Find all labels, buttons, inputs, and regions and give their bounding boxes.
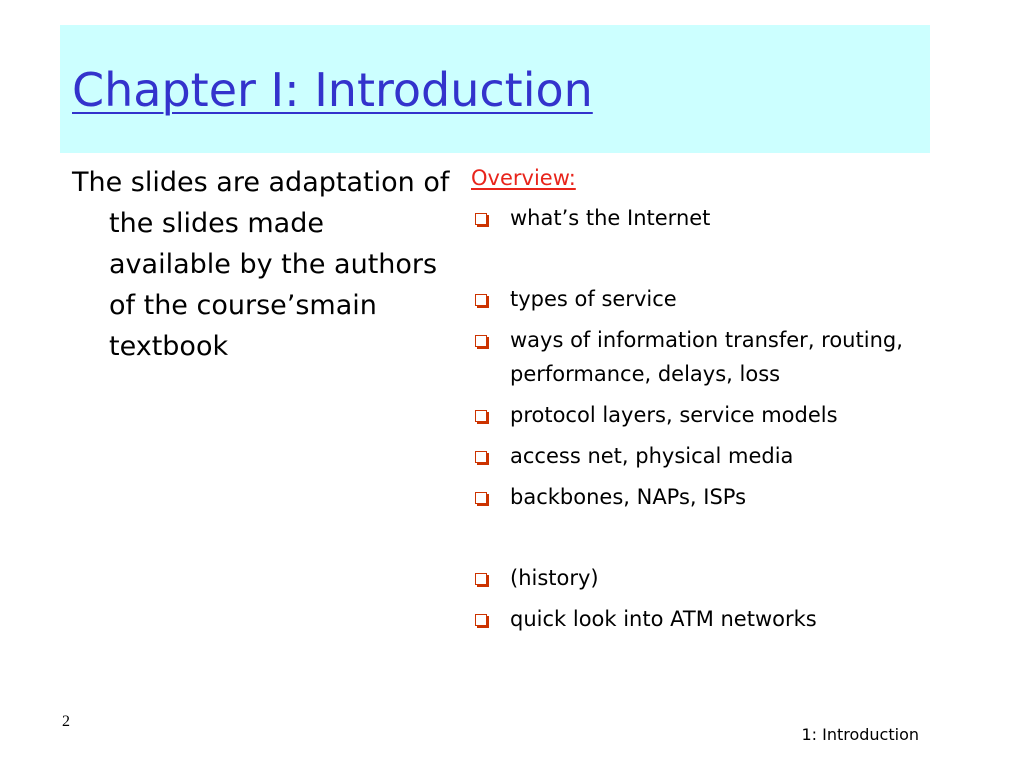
square-bullet-icon [475, 573, 487, 585]
list-item [471, 561, 991, 595]
slide-title: Chapter I: Introduction [72, 63, 593, 117]
square-bullet-icon [475, 213, 487, 225]
list-item [471, 282, 991, 316]
square-bullet-icon [475, 614, 487, 626]
slide-number: 2 [62, 713, 70, 730]
list-item [471, 480, 991, 514]
square-bullet-icon [475, 451, 487, 463]
list-item [471, 602, 991, 636]
list-item-text: ways of information transfer, routing, performance, delays, loss [510, 328, 903, 386]
list-item-text: (history) [510, 566, 599, 590]
right-column [471, 162, 991, 636]
square-bullet-icon [475, 410, 487, 422]
overview-heading: Overview: [471, 166, 576, 190]
list-item-text: backbones, NAPs, ISPs [510, 485, 747, 509]
square-bullet-icon [475, 492, 487, 504]
list-item [471, 439, 991, 473]
square-bullet-icon [475, 294, 487, 306]
footer-label: 1: Introduction [801, 725, 919, 744]
list-item-text: types of service [510, 287, 677, 311]
left-paragraph: The slides are adaptation of the slides made available by the authors of the course’smain textbook [72, 167, 450, 362]
list-item-text: what’s the Internet [510, 206, 711, 230]
list-item [471, 398, 991, 432]
list-item [471, 323, 991, 391]
left-column [72, 162, 452, 367]
list-item-text: protocol layers, service models [510, 403, 838, 427]
list-item-text: quick look into ATM networks [510, 607, 817, 631]
square-bullet-icon [475, 335, 487, 347]
list-item [471, 201, 991, 235]
overview-list [471, 201, 991, 636]
list-item-text: access net, physical media [510, 444, 794, 468]
